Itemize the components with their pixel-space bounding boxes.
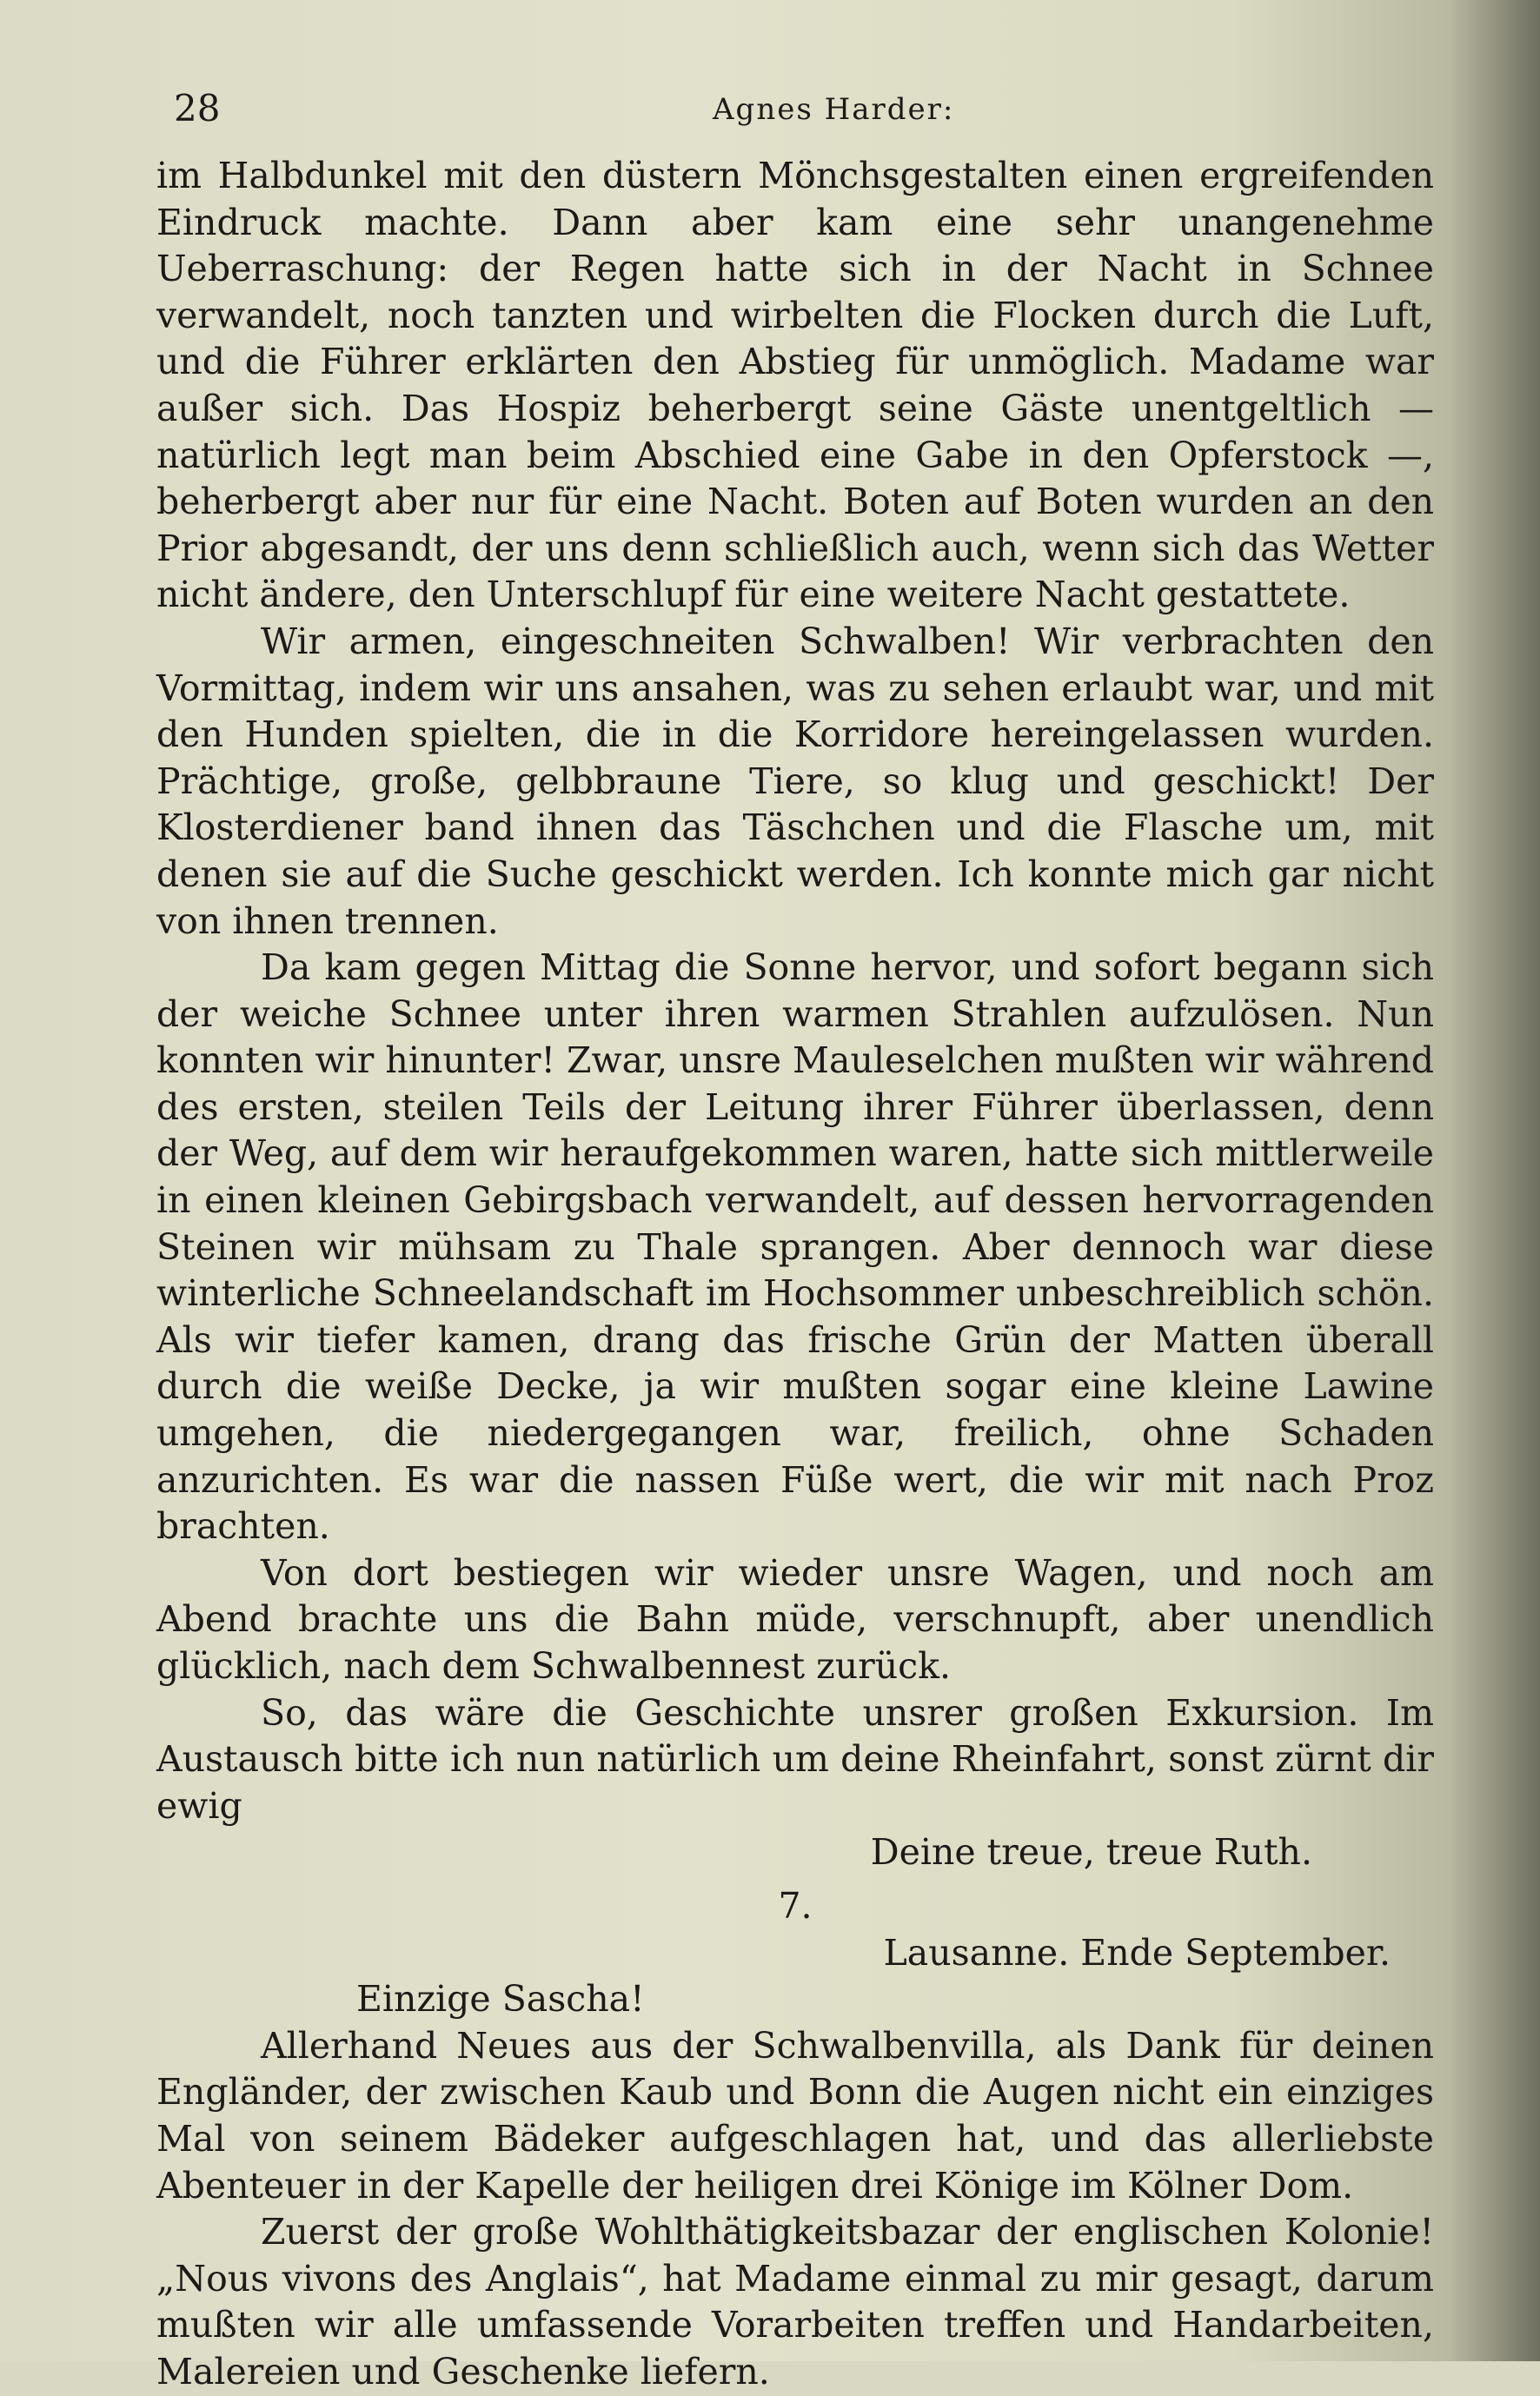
paragraph: Allerhand Neues aus der Schwalbenvilla, als Dank für deinen Engländer, der zwischen Kaub und Bonn die Augen nicht ein einziges Mal von seinem Bädeker aufgeschlagen hat, und das allerliebste Abenteuer in der Kapelle der heiligen drei Könige im Kölner Dom.: [156, 2024, 1434, 2207]
paragraph: Wir armen, eingeschneiten Schwalben! Wir verbrachten den Vormittag, indem wir uns ansahen, was zu sehen erlaubt war, und mit den Hunden spielten, die in die Korridore hereingelassen wurden. Prächtige, große, gelbbraune Tiere, so klug und geschickt! Der Klosterdiener band ihnen das Täschchen und die Flasche um, mit denen sie auf die Suche geschickt werden. Ich konnte mich gar nicht von ihnen trennen.: [156, 620, 1434, 942]
page-number: 28: [174, 87, 221, 129]
letter-signature: Deine treue, treue Ruth.: [870, 1831, 1312, 1874]
section-number: 7.: [778, 1884, 813, 1927]
paragraph: Zuerst der große Wohlthätigkeitsbazar der englischen Kolonie! „Nous vivons des Anglais“, hat Madame einmal zu mir gesagt, darum mußten wir alle umfassende Vorarbeiten treffen und Handarbeiten, Malereien und Geschenke liefern.: [156, 2211, 1434, 2393]
paragraph: Von dort bestiegen wir wieder unsre Wagen, und noch am Abend brachte uns die Bahn müde, verschnupft, aber unendlich glücklich, nach dem Schwalbennest zurück.: [156, 1551, 1434, 1687]
paragraph: Da kam gegen Mittag die Sonne hervor, und sofort begann sich der weiche Schnee unter ihren warmen Strahlen aufzulösen. Nun konnten wir hinunter! Zwar, unsre Mauleselchen mußten wir während des ersten, steilen Teils der Leitung ihrer Führer überlassen, denn der Weg, auf dem wir heraufgekommen waren, hatte sich mittlerweile in einen kleinen Gebirgsbach verwandelt, auf dessen hervorragenden Steinen wir mühsam zu Thale sprangen. Aber dennoch war diese winterliche Schneelandschaft im Hochsommer unbeschreiblich schön. Als wir tiefer kamen, drang das frische Grün der Matten überall durch die weiße Decke, ja wir mußten sogar eine kleine Lawine umgehen, die niedergegangen war, freilich, ohne Schaden anzurichten. Es war die nassen Füße wert, die wir mit nach Proz brachten.: [156, 946, 1434, 1548]
letter-place-date: Lausanne. Ende September.: [883, 1931, 1391, 1974]
letter-salutation: Einzige Sascha!: [356, 1978, 645, 2021]
paragraph: So, das wäre die Geschichte unsrer großen Exkursion. Im Austausch bitte ich nun natürlich um deine Rheinfahrt, sonst zürnt dir ewig: [156, 1691, 1434, 1827]
running-head: Agnes Harder:: [713, 92, 955, 127]
paragraph: im Halbdunkel mit den düstern Mönchsgestalten einen ergreifenden Eindruck machte. Dann aber kam eine sehr unangenehme Ueberraschung: der Regen hatte sich in der Nacht in Schnee verwandelt, noch tanzten und wirbelten die Flocken durch die Luft, und die Führer erklärten den Abstieg für unmöglich. Madame war außer sich. Das Hospiz beherbergt seine Gäste unentgeltlich — natürlich legt man beim Abschied eine Gabe in den Opferstock —, beherbergt aber nur für eine Nacht. Boten auf Boten wurden an den Prior abgesandt, der uns denn schließlich auch, wenn sich das Wetter nicht ändere, den Unterschlupf für eine weitere Nacht gestattete.: [156, 155, 1434, 616]
page-header: [174, 87, 1356, 139]
body-text: [156, 153, 1434, 2396]
